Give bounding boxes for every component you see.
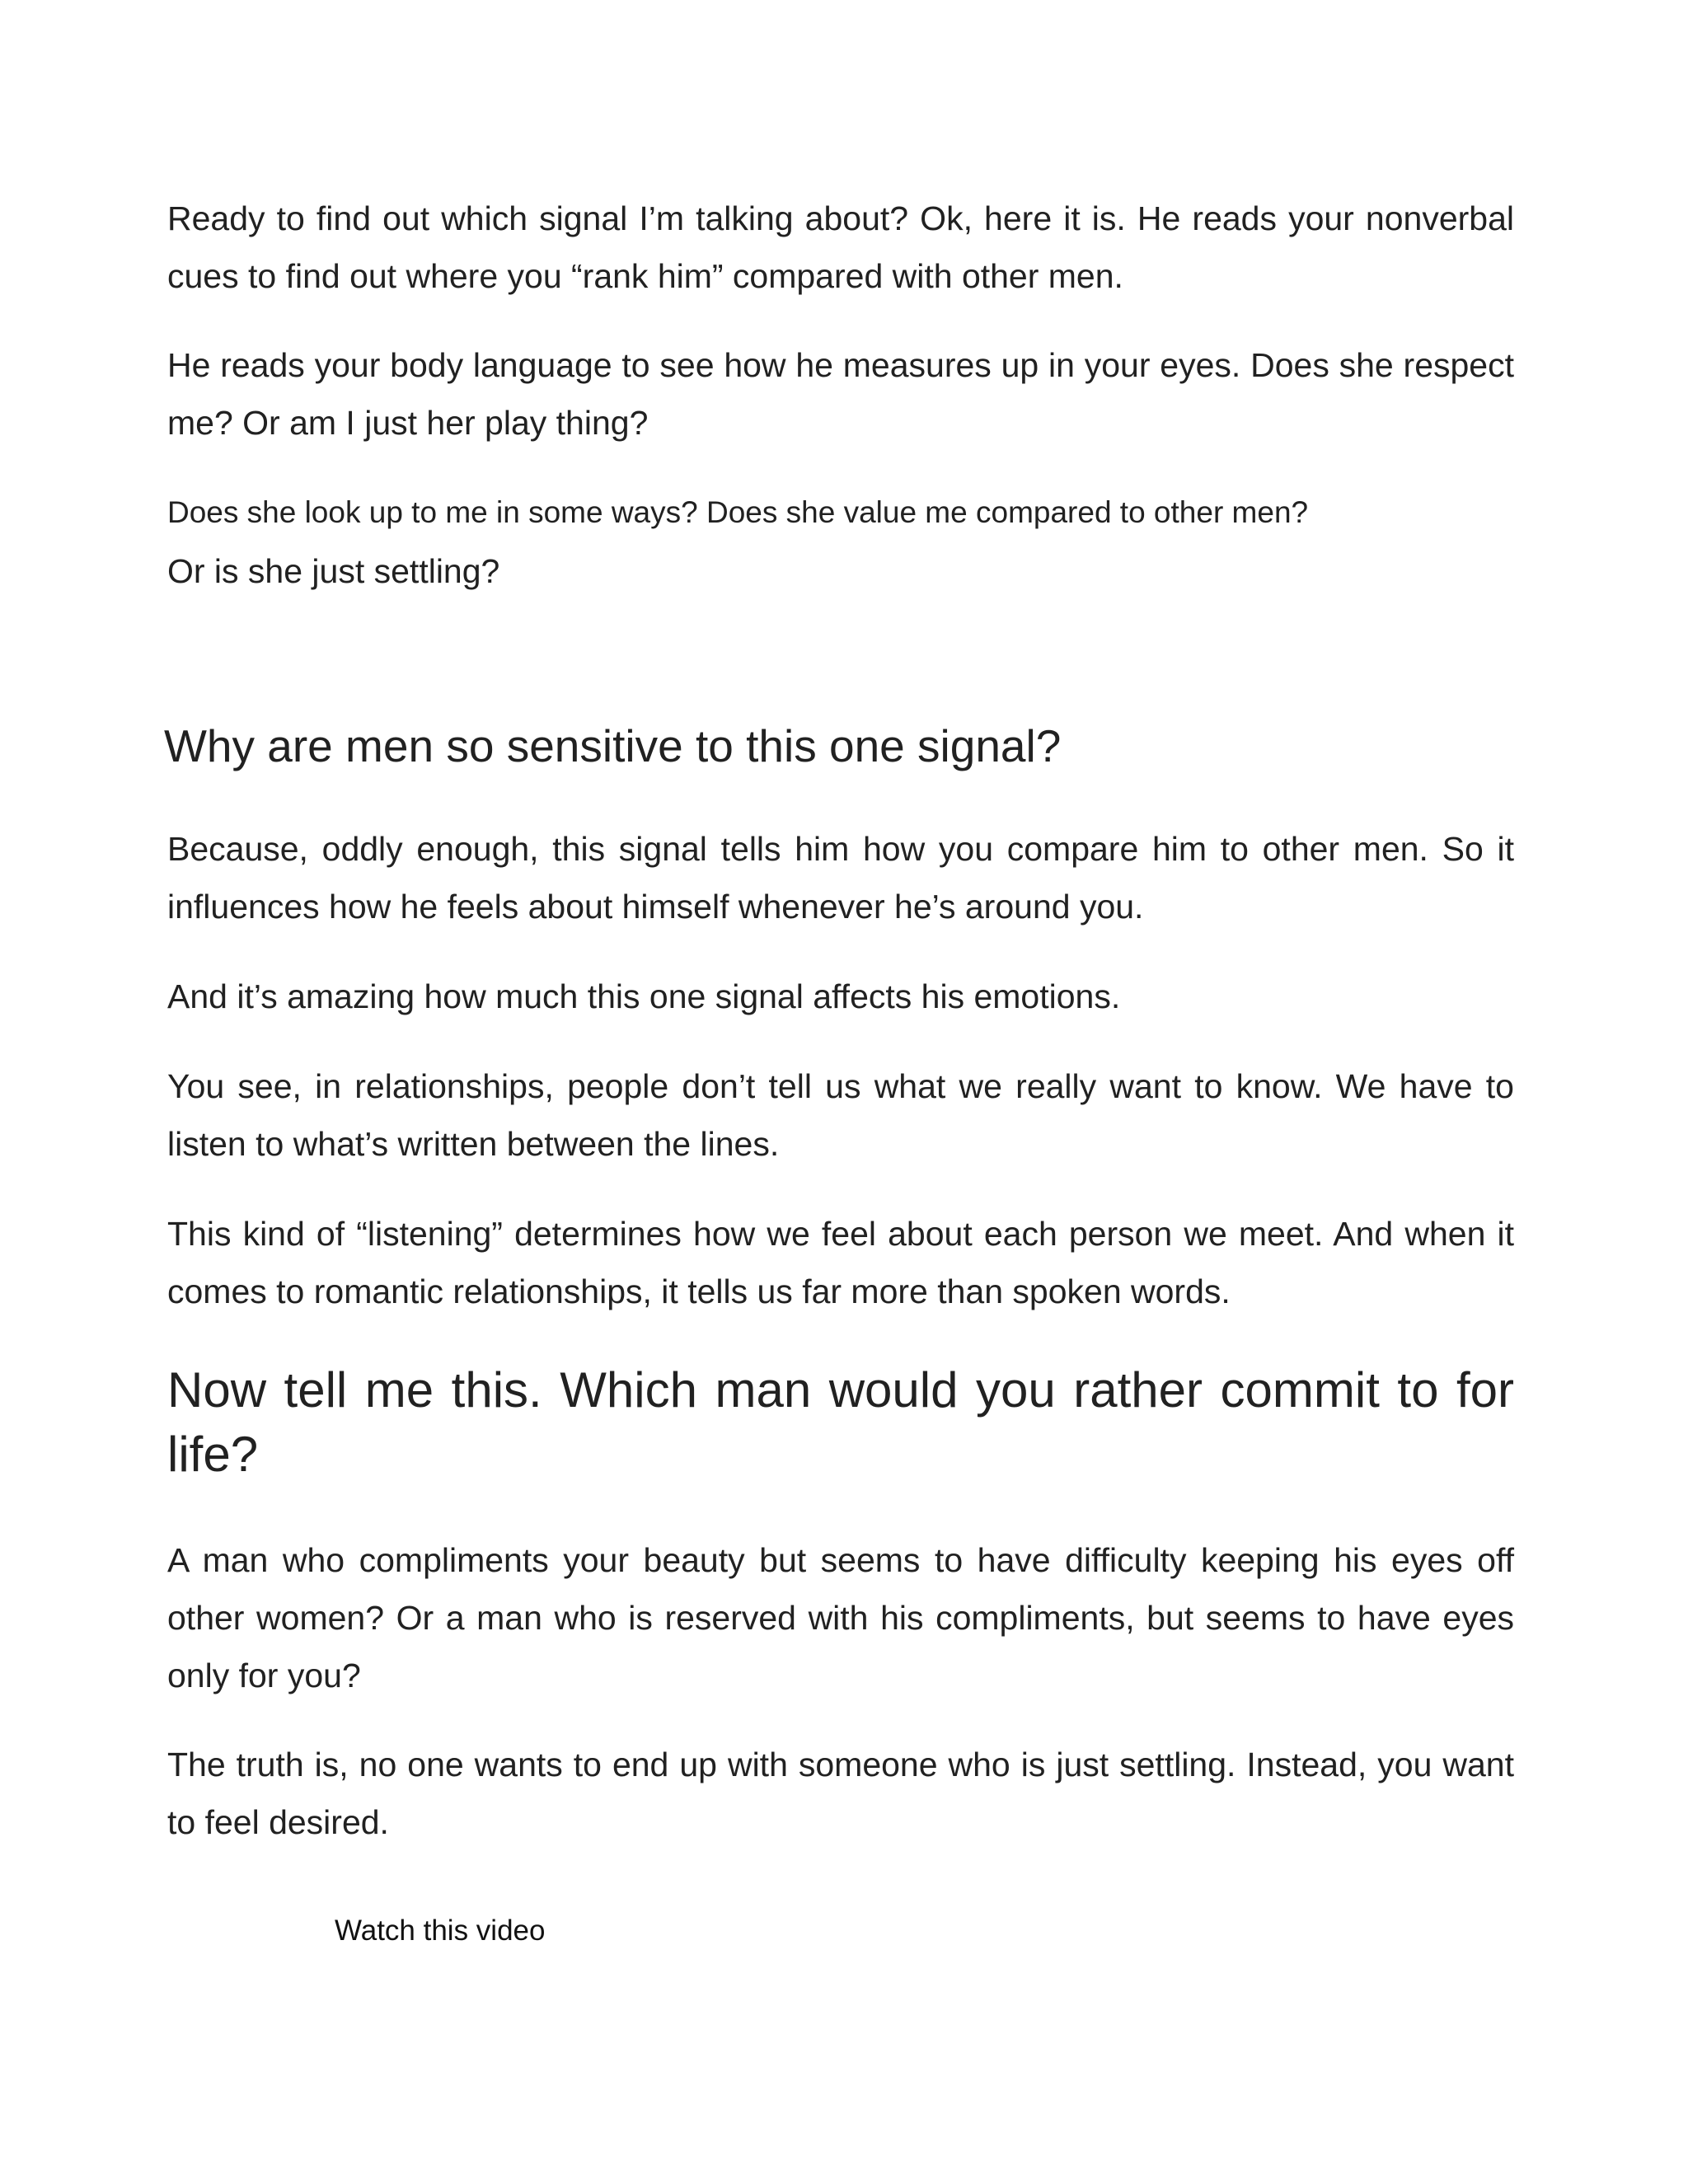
paragraph-compare-men: Because, oddly enough, this signal tells him how you compare him to other men. So it influences how he feels about himself whenever he’s around you. bbox=[167, 830, 1514, 926]
watch-video-link[interactable]: Watch this video bbox=[335, 1915, 546, 1947]
paragraph-compliments: A man who compliments your beauty but seems to have difficulty keeping his eyes off other women? Or a man who is reserved with his compliments, but seems to have eyes only for you? bbox=[167, 1541, 1514, 1694]
heading-sensitive-signal: Why are men so sensitive to this one signal? bbox=[164, 720, 1062, 771]
heading-commit-question: Now tell me this. Which man would you rather commit to for life? bbox=[167, 1362, 1514, 1482]
paragraph-feel-desired: The truth is, no one wants to end up with someone who is just settling. Instead, you want to feel desired. bbox=[167, 1746, 1514, 1841]
paragraph-body-language: He reads your body language to see how he measures up in your eyes. Does she respect me? Or am I just her play thing? bbox=[167, 346, 1514, 442]
paragraph-between-lines: You see, in relationships, people don’t tell us what we really want to know. We have to listen to what’s written between the lines. bbox=[167, 1067, 1514, 1163]
paragraph-emotions: And it’s amazing how much this one signal affects his emotions. bbox=[167, 977, 1121, 1015]
paragraph-signal-intro: Ready to find out which signal I’m talking about? Ok, here it is. He reads your nonverbal cues to find out where you “rank him” compared with other men. bbox=[167, 199, 1514, 295]
paragraph-look-up: Does she look up to me in some ways? Does she value me compared to other men? bbox=[167, 495, 1309, 529]
paragraph-listening: This kind of “listening” determines how we feel about each person we meet. And when it comes to romantic relationships, it tells us far more than spoken words. bbox=[167, 1215, 1514, 1310]
paragraph-settling: Or is she just settling? bbox=[167, 552, 500, 590]
